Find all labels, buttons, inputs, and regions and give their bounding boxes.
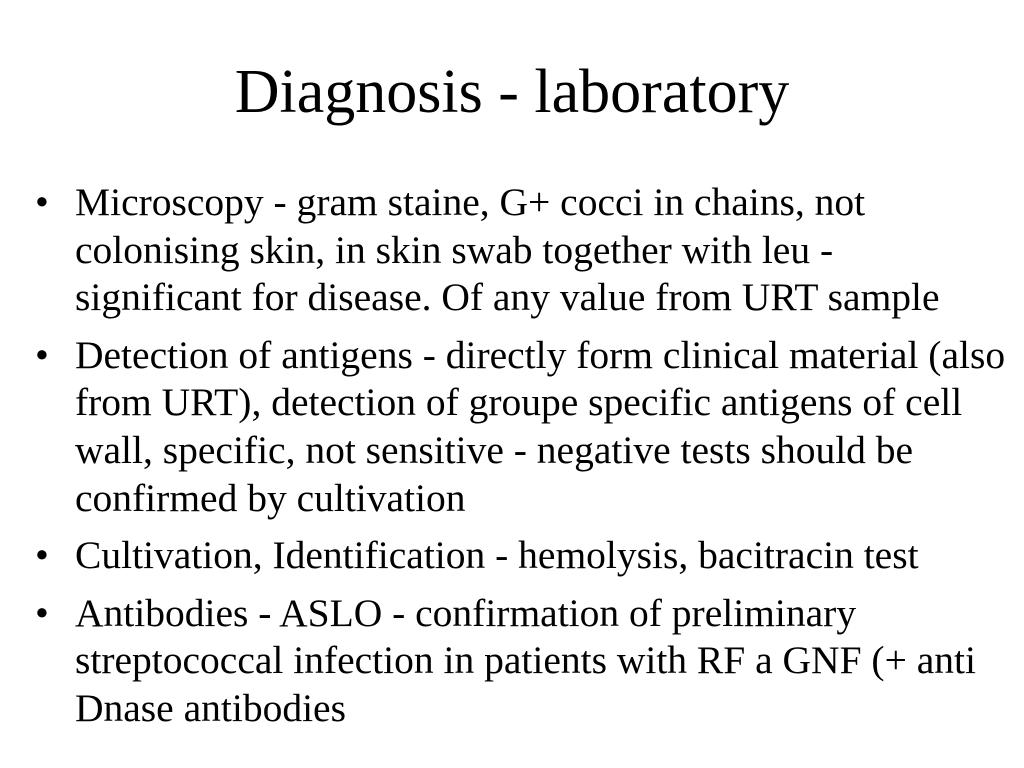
bullet-icon: • <box>35 180 49 224</box>
bullet-text-line: Antibodies - ASLO - confirmation of preliminary <box>75 590 857 635</box>
slide-title: Diagnosis - laboratory <box>234 58 790 126</box>
bullet-icon: • <box>35 590 49 635</box>
bullet-text-line: streptococcal infection in patients with RF a GNF (+ anti <box>75 638 976 683</box>
bullet-icon: • <box>35 533 49 578</box>
bullet-icon: • <box>35 332 49 377</box>
bullet-text-line: Cultivation, Identification - hemolysis, bacitracin test <box>75 533 919 578</box>
bullet-text-line: Dnase antibodies <box>75 685 346 730</box>
bullet-text-line: significant for disease. Of any value from URT sample <box>75 275 940 320</box>
bullet-list <box>0 179 1024 743</box>
bullet-item-antigen-detection <box>0 332 1024 522</box>
bullet-text-line: from URT), detection of groupe specific antigens of cell <box>75 380 963 425</box>
bullet-text-line: confirmed by cultivation <box>75 475 466 520</box>
bullet-item-antibodies <box>0 590 1024 733</box>
bullet-text-line: colonising skin, in skin swab together with leu - <box>75 227 834 272</box>
bullet-text-line: wall, specific, not sensitive - negative tests should be <box>75 427 914 472</box>
bullet-text-line: Microscopy - gram staine, G+ cocci in chains, not <box>75 180 866 224</box>
bullet-item-microscopy <box>0 179 1024 322</box>
bullet-item-cultivation <box>0 532 1024 580</box>
bullet-text-line: Detection of antigens - directly form clinical material (also <box>75 332 1006 377</box>
